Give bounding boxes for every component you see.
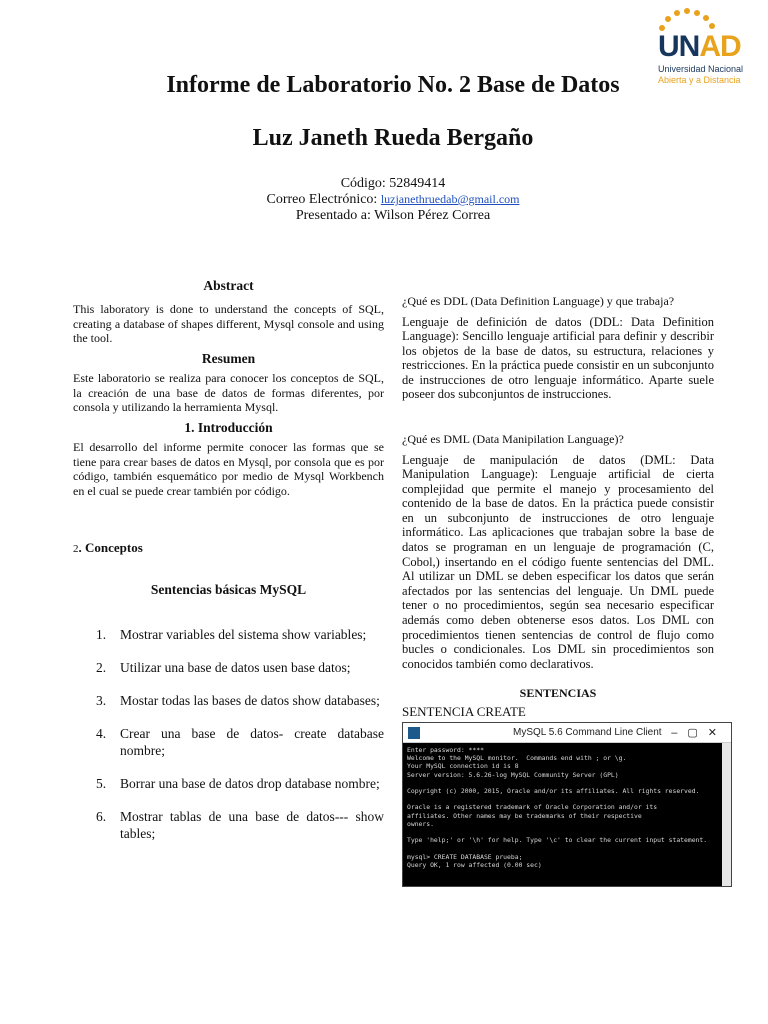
console-title: MySQL 5.6 Command Line Client <box>513 727 662 738</box>
sentencias-heading: SENTENCIAS <box>519 686 597 700</box>
presented-to: Presentado a: Wilson Pérez Correa <box>295 208 491 223</box>
list-item: 4. Crear una base de datos- create database nombre; <box>96 726 384 758</box>
conceptos-number: 2 <box>73 543 79 555</box>
logo-university-name: Universidad Nacional <box>658 64 744 74</box>
intro-heading: 1. Introducción <box>184 420 273 435</box>
list-item: 6. Mostrar tablas de una base de datos--- show tables; <box>96 809 384 841</box>
mysql-app-icon <box>408 727 420 739</box>
email-line <box>0 192 768 208</box>
sentencias-list <box>96 626 384 858</box>
ddl-section <box>402 294 714 402</box>
resumen-text: Este laboratorio se realiza para conocer los conceptos de SQL, la creación de una base de datos de formas diferentes, por consola y utilizando la herramienta Mysql. <box>73 371 384 414</box>
resumen-heading: Resumen <box>201 351 256 366</box>
console-output: Enter password: **** Welcome to the MySQL monitor. Commands end with ; or \g. Your MySQL connection id is 8 Server version: 5.6.26-log MySQL Community Server (GPL) Copyright (c) 2000, 2015, Oracle and/or its affiliates. All rights reserved. Oracle is a registered trademark of Oracle Corporation and/or its affiliates. Other names may be trademarks of their respective owners. Type 'help;' or '\h' for help. Type '\c' to clear the current input statement. mysql> CREATE DATABASE prueba; Query OK, 1 row affected (0.00 sec) <box>407 746 708 869</box>
console-scrollbar <box>722 743 731 886</box>
abstract-section <box>73 278 384 346</box>
ddl-question: ¿Qué es DDL (Data Definition Language) y que trabaja? <box>402 294 675 308</box>
sentencia-create-label: SENTENCIA CREATE <box>402 704 526 719</box>
list-item: 2. Utilizar una base de datos usen base datos; <box>96 660 351 675</box>
intro-section <box>73 420 384 498</box>
author-name: Luz Janeth Rueda Bergaño <box>252 125 534 151</box>
logo-wordmark: UNAD <box>658 30 741 63</box>
window-controls-icon: –▢✕ <box>671 727 727 739</box>
mysql-console-window <box>402 722 732 887</box>
conceptos-heading <box>73 540 384 556</box>
list-item: 1. Mostrar variables del sistema show variables; <box>96 627 367 642</box>
conceptos-title: . Conceptos <box>78 540 143 555</box>
list-item: 5. Borrar una base de datos drop database nombre; <box>96 776 380 791</box>
email-link[interactable]: luzjanethruedab@gmail.com <box>380 192 520 206</box>
dml-text: Lenguaje de manipulación de datos (DML: Data Manipulation Language): Lenguaje artificial de cierta complejidad que permite el manejo y procesamiento del contenido de la base de datos. En la práctica puede consistir en un subconjunto de instrucciones de otro lenguaje informático. Las aplicaciones que trabajan sobre la base de datos se programan en un lenguaje de programación (C, Cobol,) insertando en el código fuente sentencias del DML. Al utilizar un DML se deben especificar los datos que serán afectados por las sentencias del lenguaje. Un DML puede tener o no procedimientos, según sea necesario especificar además como deben obtenerse esos datos. Los DML con procedimientos tienen sentencias de control de flujo como bucles o condicionales. Los DML sin procedimientos son conocidos también como declarativos. <box>402 452 714 671</box>
console-titlebar <box>403 723 731 743</box>
email-label: Correo Electrónico: <box>266 192 378 207</box>
abstract-heading: Abstract <box>203 278 254 293</box>
dml-question: ¿Qué es DML (Data Manipilation Language)? <box>402 432 624 446</box>
list-item: 3. Mostar todas las bases de datos show databases; <box>96 693 380 708</box>
ddl-text: Lenguaje de definición de datos (DDL: Data Definition Language): Sencillo lenguaje artificial para definir y describir los objetos de la base de datos, su estructura, relaciones y restricciones. En la práctica puede consistir en un subconjunto de instrucciones de otro lenguaje informático. Aparte suele poseer dos subconjuntos de instrucciones. <box>402 314 714 402</box>
student-code: Código: 52849414 <box>340 176 446 191</box>
document-title: Informe de Laboratorio No. 2 Base de Datos <box>166 72 620 98</box>
intro-text: El desarrollo del informe permite conocer las formas que se tiene para crear bases de datos en Mysql, por consola que es por código, también esquemático por medio de Mysql Workbench en el cual se puede crear también por código. <box>73 440 384 498</box>
dml-section <box>402 432 714 671</box>
resumen-section <box>73 351 384 415</box>
abstract-text: This laboratory is done to understand the concepts of SQL, creating a database of shapes different, Mysql console and using the tool. <box>73 302 384 345</box>
sentencias-basicas-heading: Sentencias básicas MySQL <box>150 582 307 597</box>
logo-university-tagline: Abierta y a Distancia <box>658 75 741 85</box>
